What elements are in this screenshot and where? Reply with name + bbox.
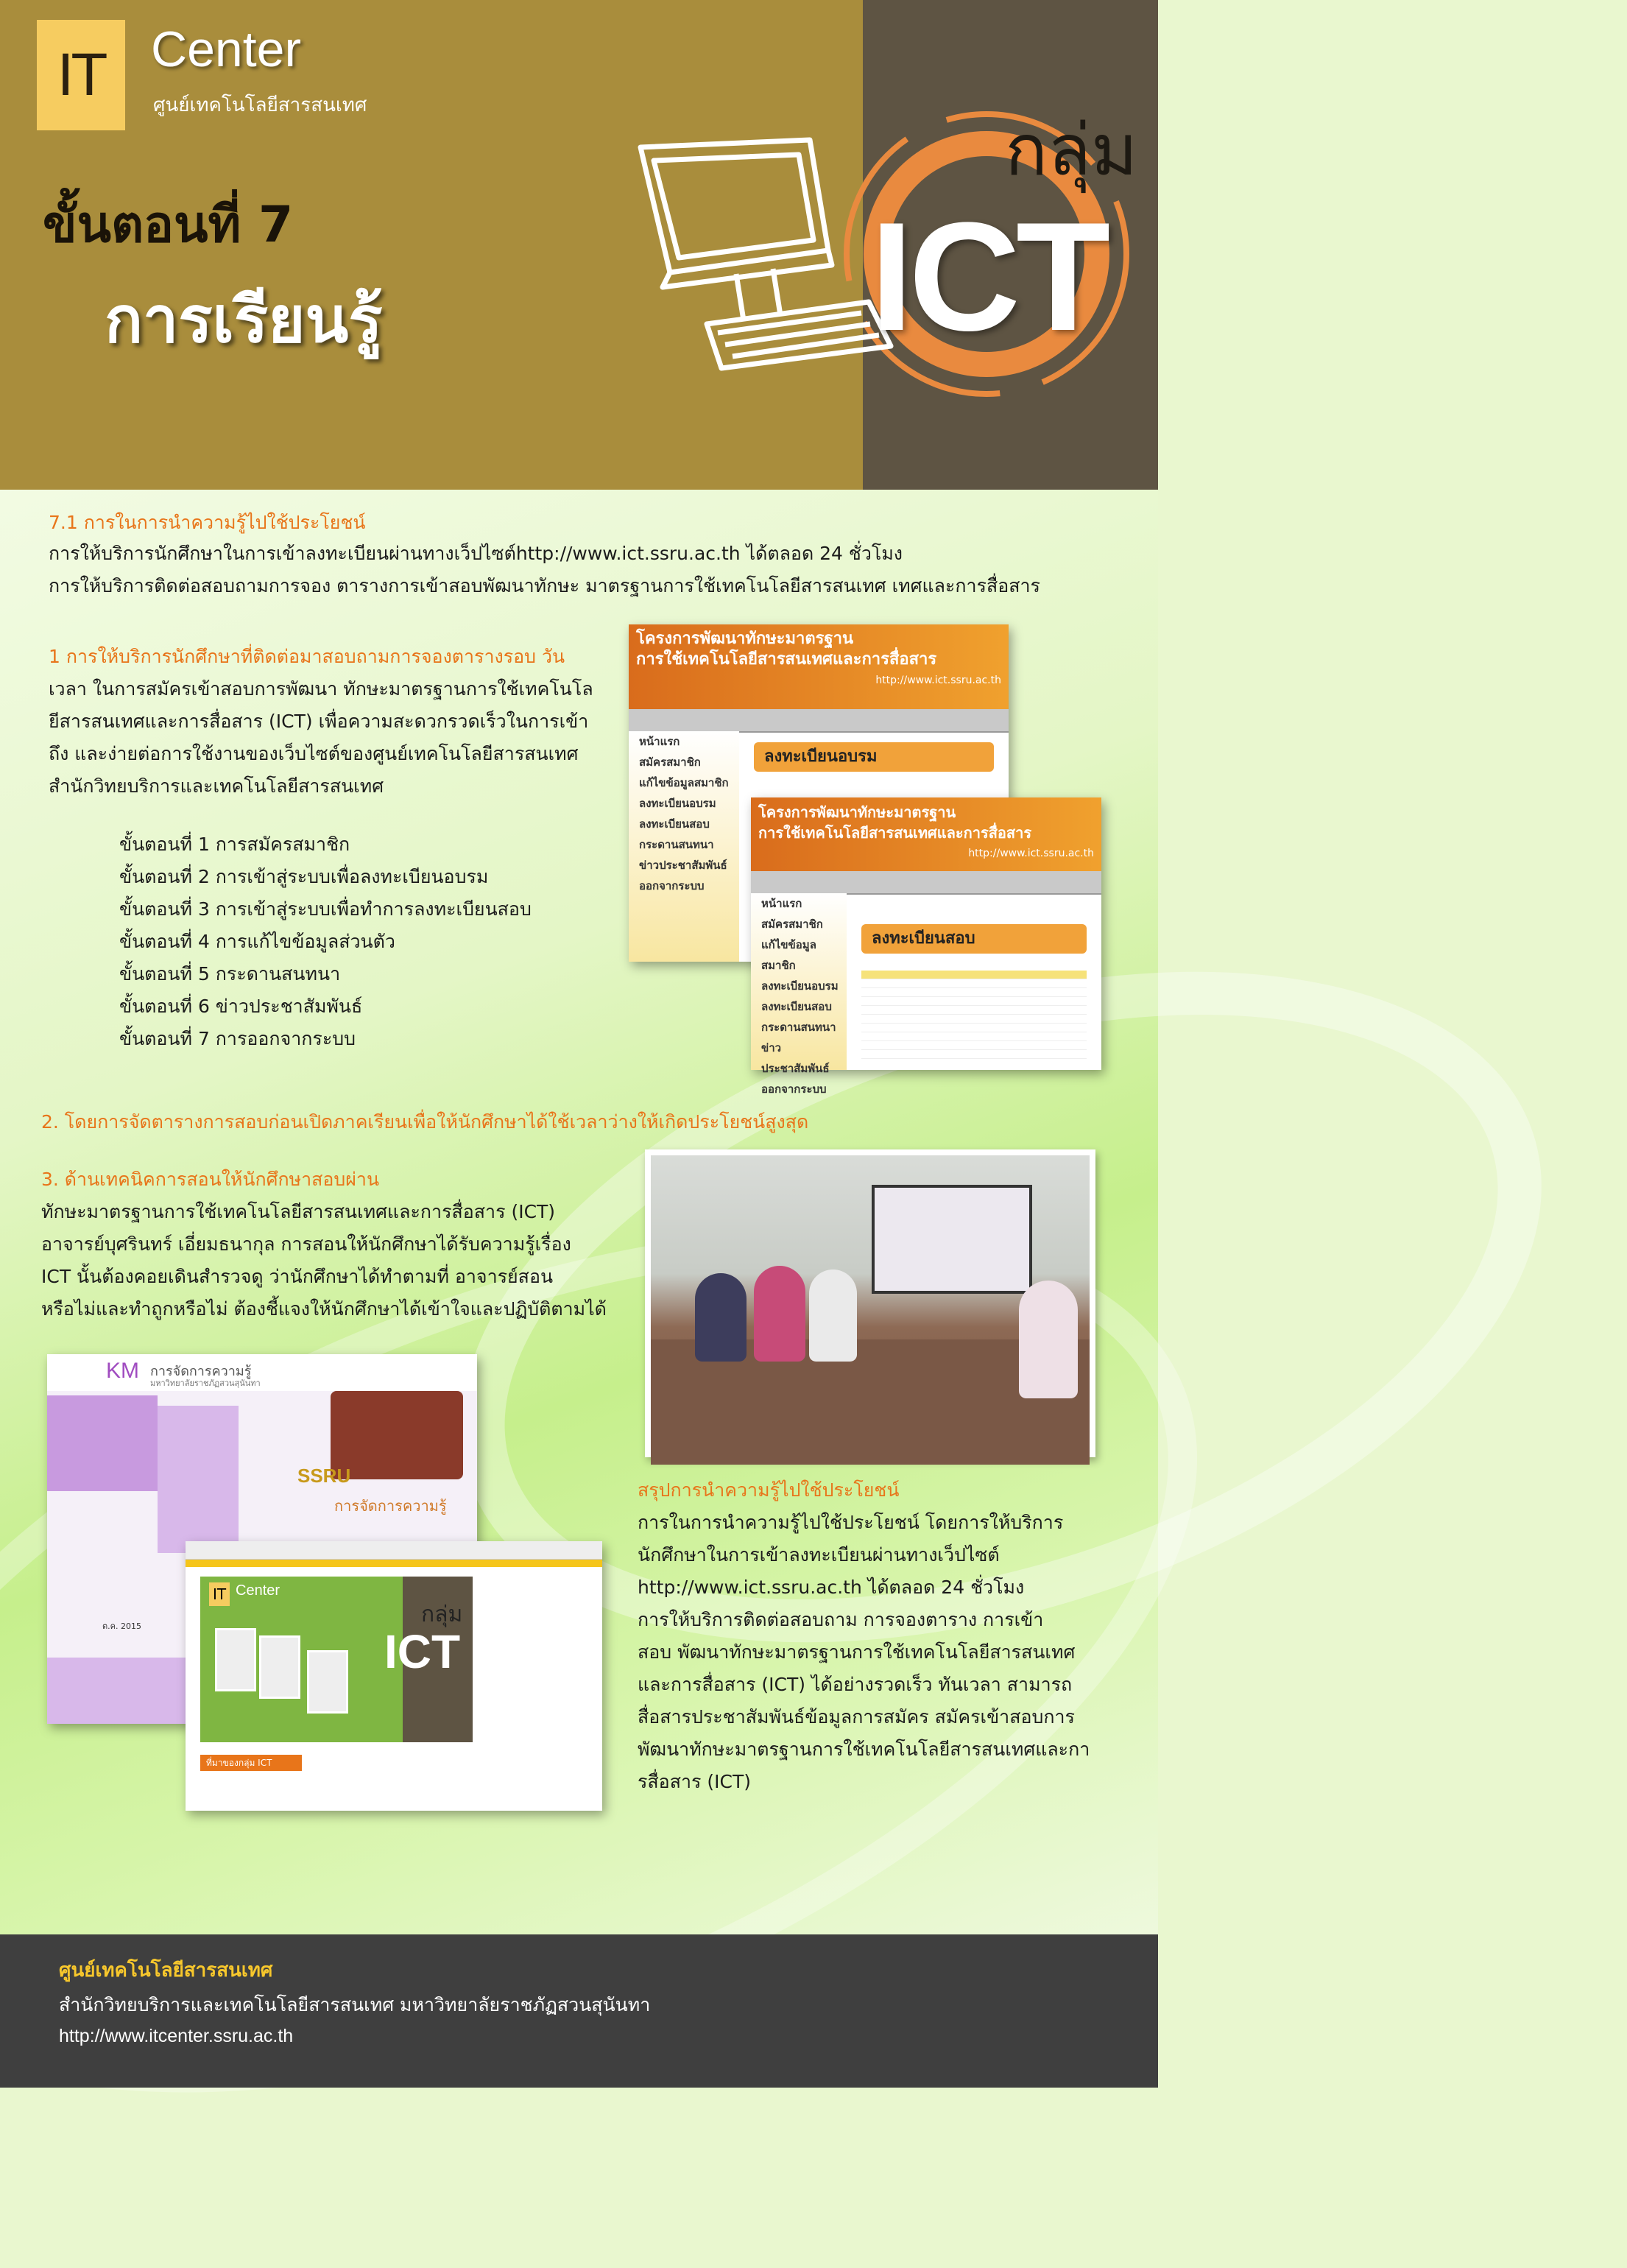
logo-title: Center — [151, 21, 302, 77]
section-1-line: ยีสารสนเทศและการสื่อสาร (ICT) เพื่อความสะดวกรวดเร็วในการเข้า — [49, 711, 589, 732]
header-banner — [0, 0, 1158, 490]
menu-item: ลงทะเบียนอบรม — [639, 797, 716, 810]
section-3-line: ICT นั้นต้องคอยเดินสำรวจดู ว่านักศึกษาได้ทำตามที่ อาจารย์สอน — [41, 1266, 554, 1287]
menu-item: สมัครสมาชิก — [639, 756, 701, 769]
km-banner-text: การจัดการความรู้ — [334, 1497, 447, 1515]
section-1-line: ถึง และง่ายต่อการใช้งานของเว็บไซต์ของศูนย์เทคโนโลยีสารสนเทศ — [49, 743, 579, 764]
it-mini-logo: IT — [209, 1582, 230, 1606]
group-label: กลุ่ม — [1005, 109, 1138, 191]
step-subtitle: การเรียนรู้ — [105, 284, 383, 357]
menu-item: ข่าวประชาสัมพันธ์ — [639, 859, 727, 872]
step-list-item: ขั้นตอนที่ 5 กระดานสนทนา — [119, 963, 341, 985]
menu-item: ออกจากระบบ — [639, 879, 705, 892]
it-logo — [37, 20, 125, 130]
menu-item: ลงทะเบียนสอบ — [639, 817, 710, 831]
login-bar — [751, 871, 1101, 895]
step-list-item: ขั้นตอนที่ 4 การแก้ไขข้อมูลส่วนตัว — [119, 931, 395, 952]
it-logo-mark: IT — [57, 41, 105, 108]
menu-item: ข่าวประชาสัมพันธ์ — [761, 1041, 830, 1075]
banner-line: โครงการพัฒนาทักษะมาตรฐาน — [758, 803, 956, 821]
group-name-ict: ICT — [870, 190, 1107, 363]
browser-bar — [186, 1541, 602, 1560]
section-3-heading: 3. ด้านเทคนิคการสอนให้นักศึกษาสอบผ่าน — [41, 1169, 380, 1190]
screenshot-menu — [629, 731, 739, 962]
section-71-heading: 7.1 การในการนำความรู้ไปใช้ประโยชน์ — [49, 512, 366, 533]
schedule-table — [861, 971, 1087, 1059]
screenshot-title: ลงทะเบียนอบรม — [754, 742, 994, 772]
login-bar — [629, 709, 1009, 733]
student-figure — [1019, 1281, 1078, 1398]
screenshot-menu — [751, 893, 847, 1096]
step-list-item: ขั้นตอนที่ 3 การเข้าสู่ระบบเพื่อทำการลงทะเบียนสอบ — [119, 898, 532, 920]
summary-line: การในการนำความรู้ไปใช้ประโยชน์ โดยการให้บริการ — [638, 1512, 1064, 1533]
km-sidebar — [47, 1395, 158, 1491]
it-tab-label: ที่มาของกลุ่ม ICT — [200, 1755, 302, 1771]
summary-heading: สรุปการนำความรู้ไปใช้ประโยชน์ — [638, 1479, 900, 1501]
summary-line: และการสื่อสาร (ICT) ได้อย่างรวดเร็ว ทันเวลา สามารถ — [638, 1674, 1073, 1695]
step-list-item: ขั้นตอนที่ 7 การออกจากระบบ — [119, 1028, 356, 1049]
student-figure — [809, 1269, 857, 1362]
menu-item: กระดานสนทนา — [761, 1021, 836, 1034]
student-figure — [695, 1273, 747, 1362]
section-2-heading: 2. โดยการจัดตารางการสอบก่อนเปิดภาคเรียนเพื่อให้นักศึกษาได้ใช้เวลาว่างให้เกิดประโยชน์สูงสุด — [41, 1111, 809, 1133]
menu-item: ลงทะเบียนอบรม — [761, 979, 839, 993]
menu-item: หน้าแรก — [761, 897, 802, 910]
section-3-line: หรือไม่และทำถูกหรือไม่ ต้องชี้แจงให้นักศึกษาได้เข้าใจและปฏิบัติตามได้ — [41, 1298, 607, 1320]
km-submenu — [158, 1406, 239, 1553]
summary-line: สอบ พัฒนาทักษะมาตรฐานการใช้เทคโนโลยีสารสนเทศ — [638, 1641, 1076, 1663]
step-title: ขั้นตอนที่ 7 — [43, 196, 294, 254]
screenshot-banner — [751, 797, 1101, 871]
section-71-line: การให้บริการนักศึกษาในการเข้าลงทะเบียนผ่านทางเว็ปไซต์http://www.ict.ssru.ac.th ได้ตลอด 24 ชั่วโมง — [49, 543, 903, 564]
staff-photo — [259, 1635, 300, 1699]
screenshot-banner — [629, 624, 1009, 709]
banner-line: การใช้เทคโนโลยีสารสนเทศและการสื่อสาร — [636, 650, 937, 669]
footer-division: สำนักวิทยบริการและเทคโนโลยีสารสนเทศ มหาวิทยาลัยราชภัฏสวนสุนันทา — [59, 1994, 651, 2015]
menu-item: ลงทะเบียนสอบ — [761, 1000, 832, 1013]
menu-item: ออกจากระบบ — [761, 1082, 827, 1096]
menu-item: แก้ไขข้อมูลสมาชิก — [639, 776, 729, 789]
menu-item: สมัครสมาชิก — [761, 918, 823, 931]
step-list — [119, 828, 532, 1055]
summary-line: นักศึกษาในการเข้าลงทะเบียนผ่านทางเว็ปไซต์ — [638, 1544, 1000, 1566]
site-nav-bar — [186, 1560, 602, 1567]
step-list-item: ขั้นตอนที่ 1 การสมัครสมาชิก — [119, 834, 350, 855]
staff-photo — [307, 1650, 348, 1714]
student-figure — [754, 1266, 805, 1362]
section-1-line: เวลา ในการสมัครเข้าสอบการพัฒนา ทักษะมาตรฐานการใช้เทคโนโล — [49, 678, 593, 700]
it-mini-title: Center — [236, 1582, 280, 1599]
step-list-item: ขั้นตอนที่ 6 ข่าวประชาสัมพันธ์ — [119, 996, 363, 1017]
footer-url-link[interactable]: http://www.itcenter.ssru.ac.th — [59, 2026, 294, 2046]
projector-screen — [872, 1185, 1032, 1294]
section-1-line: สำนักวิทยบริการและเทคโนโลยีสารสนเทศ — [49, 775, 384, 797]
it-mini-group-label: กลุ่ม — [421, 1602, 463, 1627]
km-logo: KM — [106, 1359, 139, 1383]
km-calendar-date: ต.ค. 2015 — [102, 1621, 141, 1631]
summary-line: การให้บริการติดต่อสอบถาม การจองตาราง การเข้า — [638, 1609, 1044, 1630]
registration-exam-screenshot — [751, 797, 1101, 1096]
banner-line: การใช้เทคโนโลยีสารสนเทศและการสื่อสาร — [758, 824, 1032, 842]
classroom-photo — [645, 1149, 1095, 1457]
summary-line: รสื่อสาร (ICT) — [638, 1771, 751, 1792]
it-center-banner — [200, 1577, 473, 1742]
section-3-line: ทักษะมาตรฐานการใช้เทคโนโลยีสารสนเทศและการสื่อสาร (ICT) — [41, 1201, 556, 1222]
menu-item: แก้ไขข้อมูลสมาชิก — [761, 938, 816, 972]
banner-url: http://www.ict.ssru.ac.th — [875, 675, 1001, 686]
it-center-website-screenshot — [186, 1541, 602, 1811]
km-title: การจัดการความรู้ — [150, 1364, 252, 1379]
summary-line: สื่อสารประชาสัมพันธ์ข้อมูลการสมัคร สมัครเข้าสอบการ — [638, 1706, 1075, 1728]
menu-item: กระดานสนทนา — [639, 838, 714, 851]
it-mini-ict: ICT — [384, 1625, 461, 1678]
summary-line: http://www.ict.ssru.ac.th ได้ตลอด 24 ชั่วโมง — [638, 1577, 1025, 1598]
summary-line: พัฒนาทักษะมาตรฐานการใช้เทคโนโลยีสารสนเทศและกา — [638, 1739, 1090, 1760]
km-header — [47, 1354, 477, 1391]
logo-subtitle: ศูนย์เทคโนโลยีสารสนเทศ — [153, 94, 367, 116]
banner-line: โครงการพัฒนาทักษะมาตรฐาน — [636, 630, 853, 648]
section-3-line: อาจารย์บุศรินทร์ เอี่ยมธนากุล การสอนให้นักศึกษาได้รับความรู้เรื่อง — [41, 1233, 571, 1255]
section-71-line: การให้บริการติดต่อสอบถามการจอง ตารางการเข้าสอบพัฒนาทักษะ มาตรฐานการใช้เทคโนโลยีสารสนเทศ เทศและการสื่อสาร — [49, 575, 1040, 596]
menu-item: หน้าแรก — [639, 735, 680, 748]
footer-org: ศูนย์เทคโนโลยีสารสนเทศ — [59, 1959, 273, 1982]
classroom-photo-image — [651, 1155, 1090, 1451]
screenshot-title: ลงทะเบียนสอบ — [861, 924, 1087, 954]
section-1-heading: 1 การให้บริการนักศึกษาที่ติดต่อมาสอบถามการจองตารางรอบ วัน — [49, 646, 565, 667]
km-ssru-label: SSRU — [297, 1465, 351, 1487]
step-list-item: ขั้นตอนที่ 2 การเข้าสู่ระบบเพื่อลงทะเบียนอบรม — [119, 866, 489, 887]
km-subtitle: มหาวิทยาลัยราชภัฏสวนสุนันทา — [150, 1378, 261, 1388]
banner-url: http://www.ict.ssru.ac.th — [968, 848, 1094, 859]
staff-photo — [215, 1628, 256, 1691]
